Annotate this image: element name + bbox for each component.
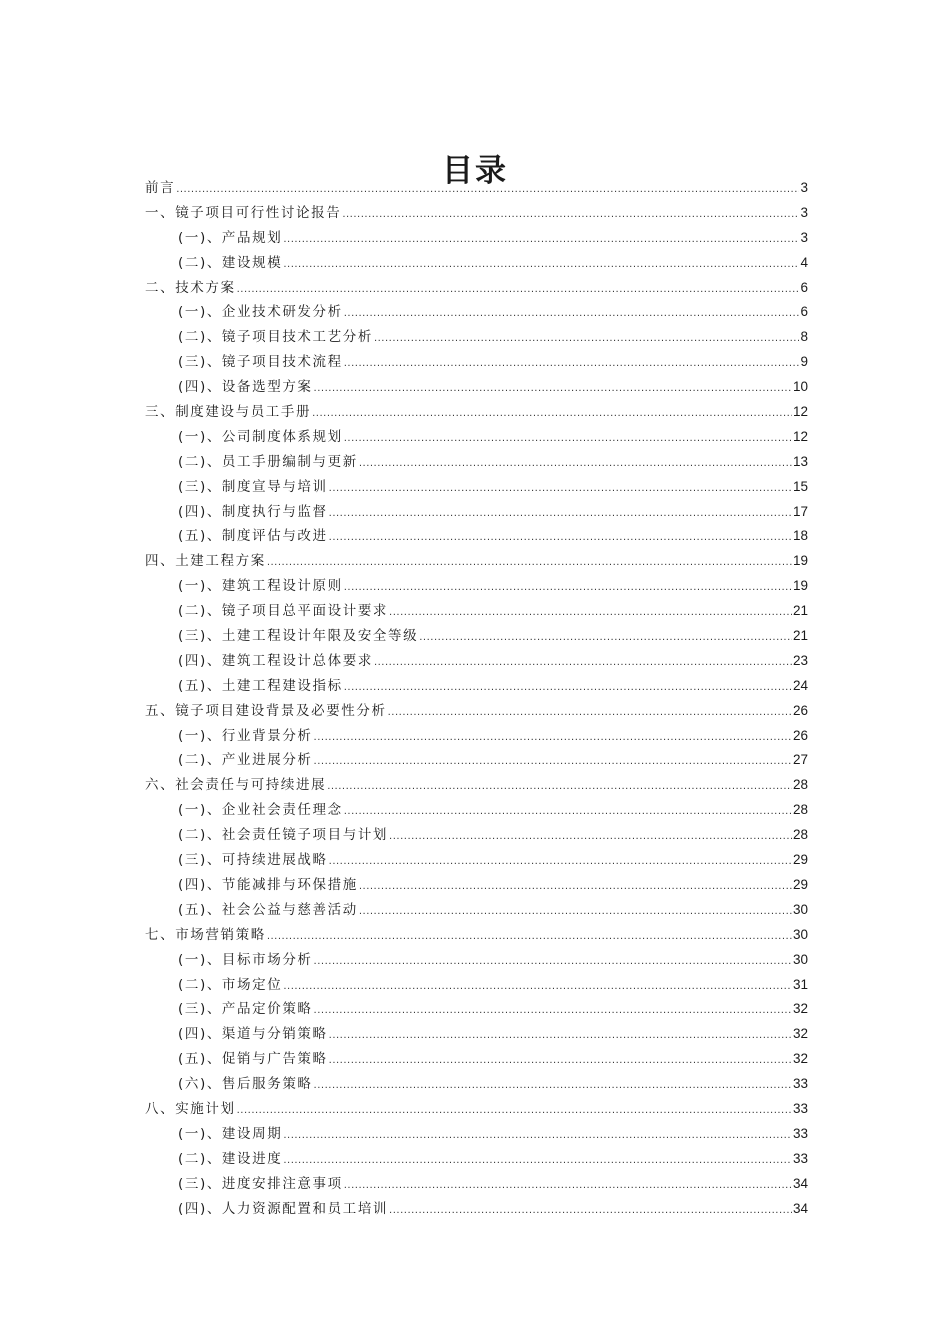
- toc-dot-leader: [344, 1174, 792, 1199]
- toc-entry-page-number: 28: [792, 802, 808, 818]
- toc-dot-leader: [329, 502, 792, 527]
- toc-entry[interactable]: [145, 524, 808, 549]
- toc-dot-leader: [314, 950, 792, 975]
- toc-entry-page-number: 26: [792, 727, 808, 743]
- toc-entry[interactable]: [145, 823, 808, 848]
- toc-entry[interactable]: [145, 1097, 808, 1122]
- toc-entry-page-number: 13: [792, 453, 808, 469]
- toc-entry-page-number: 15: [792, 478, 808, 494]
- toc-entry[interactable]: [145, 773, 808, 798]
- toc-entry[interactable]: [145, 350, 808, 375]
- toc-entry-page-number: 12: [792, 428, 808, 444]
- toc-entry[interactable]: [145, 325, 808, 350]
- toc-entry[interactable]: [145, 724, 808, 749]
- toc-entry-page-number: 6: [800, 304, 808, 320]
- toc-entry[interactable]: [145, 1072, 808, 1097]
- toc-dot-leader: [312, 402, 792, 427]
- toc-entry-label: (三)、制度宣导与培训: [178, 478, 328, 495]
- toc-dot-leader: [329, 1049, 792, 1074]
- toc-entry-page-number: 19: [792, 578, 808, 594]
- toc-entry-page-number: 4: [800, 254, 808, 270]
- toc-entry[interactable]: [145, 973, 808, 998]
- toc-entry-page-number: 17: [792, 503, 808, 519]
- toc-entry-label: (五)、社会公益与慈善活动: [178, 901, 358, 918]
- toc-entry-label: 四、土建工程方案: [145, 553, 266, 570]
- toc-entry-label: (二)、员工手册编制与更新: [178, 453, 358, 470]
- toc-entry-label: 一、镜子项目可行性讨论报告: [145, 204, 342, 221]
- toc-dot-leader: [389, 601, 792, 626]
- toc-entry[interactable]: [145, 699, 808, 724]
- toc-dot-leader: [374, 651, 792, 676]
- toc-entry-page-number: 33: [792, 1100, 808, 1116]
- toc-entry-label: (五)、制度评估与改进: [178, 528, 328, 545]
- toc-entry-label: (二)、社会责任镜子项目与计划: [178, 827, 389, 844]
- toc-dot-leader: [344, 302, 800, 327]
- toc-entry-label: (二)、镜子项目技术工艺分析: [178, 329, 373, 346]
- toc-dot-leader: [283, 1124, 792, 1149]
- toc-entry-page-number: 10: [792, 379, 808, 395]
- toc-entry-label: (三)、进度安排注意事项: [178, 1175, 343, 1192]
- toc-entry-label: (四)、建筑工程设计总体要求: [178, 652, 373, 669]
- toc-entry-page-number: 28: [792, 827, 808, 843]
- toc-entry[interactable]: [145, 748, 808, 773]
- toc-entry-label: (四)、人力资源配置和员工培训: [178, 1200, 389, 1217]
- toc-entry-page-number: 23: [792, 652, 808, 668]
- toc-entry-label: (五)、土建工程建设指标: [178, 677, 343, 694]
- toc-entry-label: (四)、节能减排与环保措施: [178, 876, 358, 893]
- toc-entry-label: (四)、渠道与分销策略: [178, 1026, 328, 1043]
- toc-dot-leader: [329, 850, 792, 875]
- toc-dot-leader: [344, 352, 800, 377]
- toc-entry-label: (一)、企业社会责任理念: [178, 802, 343, 819]
- toc-entry-label: (一)、公司制度体系规划: [178, 428, 343, 445]
- toc-dot-leader: [314, 750, 792, 775]
- toc-entry-label: 三、制度建设与员工手册: [145, 404, 312, 421]
- toc-entry-label: 八、实施计划: [145, 1100, 236, 1117]
- toc-entry[interactable]: [145, 798, 808, 823]
- toc-entry-page-number: 32: [792, 1026, 808, 1042]
- toc-entry[interactable]: [145, 201, 808, 226]
- toc-dot-leader: [283, 975, 792, 1000]
- toc-entry-page-number: 12: [792, 404, 808, 420]
- toc-dot-leader: [176, 178, 799, 203]
- toc-dot-leader: [419, 626, 792, 651]
- toc-entry-page-number: 19: [792, 553, 808, 569]
- toc-dot-leader: [327, 775, 792, 800]
- toc-dot-leader: [237, 278, 800, 303]
- toc-entry-label: (六)、售后服务策略: [178, 1076, 313, 1093]
- toc-entry[interactable]: [145, 425, 808, 450]
- page-title: 目录: [442, 152, 508, 189]
- toc-dot-leader: [314, 377, 792, 402]
- toc-entry[interactable]: [145, 1122, 808, 1147]
- toc-dot-leader: [283, 228, 799, 253]
- toc-entry-page-number: 34: [792, 1200, 808, 1216]
- toc-entry[interactable]: [145, 674, 808, 699]
- toc-entry[interactable]: [145, 475, 808, 500]
- toc-entry-page-number: 32: [792, 1051, 808, 1067]
- toc-entry-label: 五、镜子项目建设背景及必要性分析: [145, 702, 387, 719]
- toc-entry[interactable]: [145, 276, 808, 301]
- toc-dot-leader: [314, 726, 792, 751]
- toc-dot-leader: [359, 900, 792, 925]
- toc-entry[interactable]: [145, 599, 808, 624]
- toc-entry-label: (一)、行业背景分析: [178, 727, 313, 744]
- toc-entry[interactable]: [145, 1172, 808, 1197]
- toc-dot-leader: [389, 1199, 792, 1224]
- toc-entry[interactable]: [145, 1022, 808, 1047]
- toc-dot-leader: [237, 1099, 792, 1124]
- toc-entry-label: (一)、建设周期: [178, 1125, 283, 1142]
- toc-entry[interactable]: [145, 1197, 808, 1222]
- toc-entry[interactable]: [145, 873, 808, 898]
- toc-entry[interactable]: [145, 649, 808, 674]
- toc-entry-label: 二、技术方案: [145, 279, 236, 296]
- toc-entry[interactable]: [145, 848, 808, 873]
- toc-entry-page-number: 32: [792, 1001, 808, 1017]
- toc-entry-label: (二)、建设规模: [178, 254, 283, 271]
- toc-dot-leader: [374, 327, 800, 352]
- toc-dot-leader: [329, 1024, 792, 1049]
- toc-dot-leader: [314, 999, 792, 1024]
- toc-entry-label: (一)、目标市场分析: [178, 951, 313, 968]
- toc-dot-leader: [344, 427, 792, 452]
- toc-entry-label: (二)、市场定位: [178, 976, 283, 993]
- toc-entry-label: 前言: [145, 180, 176, 196]
- toc-entry-label: (三)、镜子项目技术流程: [178, 354, 343, 371]
- toc-entry-page-number: 3: [800, 229, 808, 245]
- toc-dot-leader: [344, 800, 792, 825]
- toc-entry[interactable]: [145, 624, 808, 649]
- toc-dot-leader: [267, 551, 792, 576]
- toc-entry[interactable]: [145, 176, 808, 201]
- toc-entry-label: (二)、镜子项目总平面设计要求: [178, 603, 389, 620]
- toc-entry-page-number: 34: [792, 1175, 808, 1191]
- toc-dot-leader: [283, 1149, 792, 1174]
- toc-dot-leader: [283, 253, 799, 278]
- toc-entry-label: (四)、设备选型方案: [178, 379, 313, 396]
- toc-dot-leader: [388, 701, 792, 726]
- toc-entry-label: 七、市场营销策略: [145, 926, 266, 943]
- toc-entry-page-number: 29: [792, 876, 808, 892]
- toc-entry-label: (四)、制度执行与监督: [178, 503, 328, 520]
- toc-entry-page-number: 8: [800, 329, 808, 345]
- toc-entry-label: 六、社会责任与可持续进展: [145, 777, 327, 794]
- toc-entry-page-number: 33: [792, 1150, 808, 1166]
- toc-entry[interactable]: [145, 923, 808, 948]
- toc-dot-leader: [329, 477, 792, 502]
- toc-entry-page-number: 30: [792, 926, 808, 942]
- toc-entry[interactable]: [145, 549, 808, 574]
- toc-dot-leader: [314, 1074, 792, 1099]
- toc-dot-leader: [267, 925, 792, 950]
- toc-entry[interactable]: [145, 300, 808, 325]
- toc-entry[interactable]: [145, 948, 808, 973]
- toc-entry-label: (一)、建筑工程设计原则: [178, 578, 343, 595]
- toc-entry-page-number: 21: [792, 603, 808, 619]
- toc-entry-page-number: 6: [800, 279, 808, 295]
- toc-entry-page-number: 3: [800, 180, 808, 195]
- toc-dot-leader: [389, 825, 792, 850]
- toc-entry[interactable]: [145, 226, 808, 251]
- toc-entry-label: (五)、促销与广告策略: [178, 1051, 328, 1068]
- toc-entry[interactable]: [145, 375, 808, 400]
- toc-entry[interactable]: [145, 997, 808, 1022]
- toc-entry-page-number: 30: [792, 901, 808, 917]
- toc-dot-leader: [329, 526, 792, 551]
- toc-entry-page-number: 3: [800, 204, 808, 220]
- toc-entry-page-number: 31: [792, 976, 808, 992]
- toc-entry-label: (二)、建设进度: [178, 1150, 283, 1167]
- toc-dot-leader: [344, 676, 792, 701]
- toc-entry-page-number: 24: [792, 677, 808, 693]
- toc-entry-label: (三)、产品定价策略: [178, 1001, 313, 1018]
- toc-entry-page-number: 18: [792, 528, 808, 544]
- toc-dot-leader: [342, 203, 799, 228]
- toc-entry-page-number: 33: [792, 1076, 808, 1092]
- toc-entry-page-number: 30: [792, 951, 808, 967]
- toc-entry[interactable]: [145, 500, 808, 525]
- toc-entry-page-number: 27: [792, 752, 808, 768]
- toc-dot-leader: [359, 875, 792, 900]
- toc-entry-page-number: 33: [792, 1125, 808, 1141]
- toc-entry[interactable]: [145, 400, 808, 425]
- toc-entry-label: (三)、可持续进展战略: [178, 852, 328, 869]
- toc-entry-label: (一)、产品规划: [178, 229, 283, 246]
- toc-entry-label: (二)、产业进展分析: [178, 752, 313, 769]
- toc-entry[interactable]: [145, 251, 808, 276]
- toc-dot-leader: [359, 452, 792, 477]
- toc-entry-page-number: 26: [792, 702, 808, 718]
- toc-entry[interactable]: [145, 574, 808, 599]
- toc-entry[interactable]: [145, 450, 808, 475]
- toc-entry[interactable]: [145, 898, 808, 923]
- toc-entry-page-number: 21: [792, 628, 808, 644]
- table-of-contents: [145, 176, 808, 1221]
- toc-dot-leader: [344, 576, 792, 601]
- toc-entry-page-number: 29: [792, 852, 808, 868]
- toc-entry[interactable]: [145, 1147, 808, 1172]
- toc-entry-label: (一)、企业技术研发分析: [178, 304, 343, 321]
- toc-entry-page-number: 9: [800, 354, 808, 370]
- toc-entry[interactable]: [145, 1047, 808, 1072]
- toc-entry-label: (三)、土建工程设计年限及安全等级: [178, 628, 419, 645]
- toc-entry-page-number: 28: [792, 777, 808, 793]
